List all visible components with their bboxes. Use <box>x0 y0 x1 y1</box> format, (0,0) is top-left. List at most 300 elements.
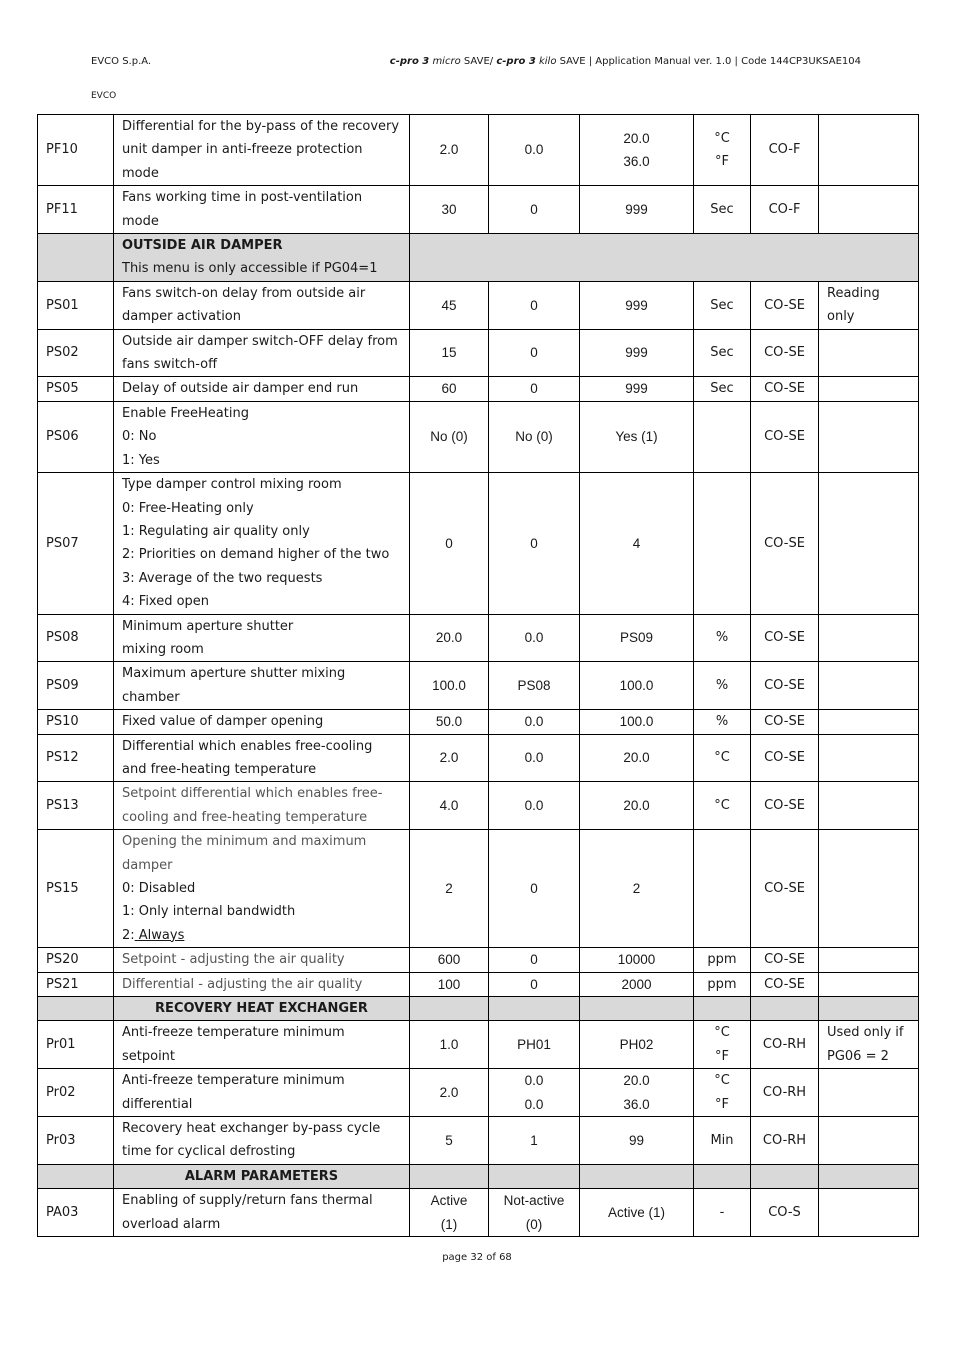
access-level-line: CO-SE <box>764 630 805 646</box>
access-level <box>751 710 819 734</box>
parameter-row <box>38 662 919 710</box>
parameter-code-line: PS12 <box>46 750 79 766</box>
unit <box>694 377 751 401</box>
min-value-line: 0.0 <box>524 750 544 766</box>
section-title-line: This menu is only accessible if PG04=1 <box>122 261 378 277</box>
access-level <box>751 1021 819 1069</box>
min-value-line: 0 <box>530 297 538 313</box>
default-value <box>410 377 489 401</box>
default-value <box>410 1069 489 1117</box>
parameter-code <box>38 186 114 234</box>
default-value-line: (1) <box>440 1216 458 1232</box>
min-value-line: 0 <box>530 881 538 896</box>
max-value-line: Active (1) <box>607 1204 665 1220</box>
section-fill <box>410 234 919 282</box>
unit-line: °F <box>715 1096 729 1112</box>
product-b-suffix: SAVE | Application Manual ver. 1.0 | Code 144CP3UKSAE104 <box>556 56 861 67</box>
unit-line: Sec <box>710 345 734 361</box>
parameter-description-line: mode <box>122 213 159 229</box>
section-header-row <box>38 234 919 282</box>
parameter-description-line: overload alarm <box>122 1216 221 1232</box>
parameter-description <box>114 710 410 734</box>
max-value-line: 20.0 <box>623 130 650 146</box>
parameter-description-line: damper <box>122 857 173 873</box>
max-value-line: 20.0 <box>623 798 650 814</box>
notes <box>819 401 919 472</box>
access-level-line: CO-S <box>768 1204 801 1220</box>
unit <box>694 1021 751 1069</box>
parameter-description <box>114 1189 410 1237</box>
product-b-name: c-pro 3 <box>496 56 536 67</box>
parameter-description-line: Setpoint differential which enables free- <box>122 786 383 802</box>
default-value <box>410 972 489 996</box>
default-value <box>410 401 489 472</box>
parameter-description <box>114 401 410 472</box>
section-fill <box>751 1164 819 1188</box>
parameter-description <box>114 281 410 329</box>
product-a-suffix: SAVE/ <box>460 56 497 67</box>
max-value <box>580 1069 694 1117</box>
default-value-line: 100 <box>437 976 461 992</box>
parameter-description-line: fans switch-off <box>122 357 218 373</box>
unit-line: °C <box>714 750 730 766</box>
access-level <box>751 473 819 614</box>
min-value <box>489 830 580 948</box>
max-value <box>580 782 694 830</box>
parameter-description-line: Type damper control mixing room <box>122 477 342 493</box>
parameter-description <box>114 948 410 972</box>
default-value <box>410 329 489 377</box>
parameter-description <box>114 473 410 614</box>
unit <box>694 1117 751 1165</box>
min-value-line: 0.0 <box>524 714 544 730</box>
access-level <box>751 329 819 377</box>
notes <box>819 614 919 662</box>
notes-line: Used only if <box>827 1025 904 1041</box>
parameter-code-line: PS10 <box>46 714 79 730</box>
default-value-line: 2.0 <box>439 1084 459 1100</box>
unit <box>694 614 751 662</box>
parameter-description <box>114 614 410 662</box>
parameter-description <box>114 972 410 996</box>
notes <box>819 473 919 614</box>
section-fill <box>751 997 819 1021</box>
section-fill <box>410 1164 489 1188</box>
default-value-line: 2 <box>445 881 453 896</box>
parameter-description-line: 0: Free-Heating only <box>122 500 254 516</box>
min-value <box>489 1069 580 1117</box>
parameter-description-line: cooling and free-heating temperature <box>122 809 368 825</box>
parameter-description-line: damper activation <box>122 309 241 325</box>
max-value <box>580 115 694 186</box>
parameter-code-line: PS06 <box>46 429 79 445</box>
parameter-row <box>38 830 919 948</box>
default-value-line: Active <box>430 1193 468 1209</box>
unit-line: % <box>715 630 729 646</box>
header-company: EVCO S.p.A. <box>91 56 152 67</box>
parameter-row <box>38 1021 919 1069</box>
parameter-code-line: PS09 <box>46 678 79 694</box>
parameter-description-line: setpoint <box>122 1048 176 1064</box>
parameter-description-line: Maximum aperture shutter mixing <box>122 666 346 682</box>
unit-line: Sec <box>710 201 734 217</box>
section-fill <box>489 1164 580 1188</box>
access-level <box>751 281 819 329</box>
access-level <box>751 401 819 472</box>
parameter-description-line: 4: Fixed open <box>122 594 210 610</box>
default-value <box>410 948 489 972</box>
min-value <box>489 1117 580 1165</box>
max-value-line: 100.0 <box>619 714 654 730</box>
default-value-line: 2.0 <box>439 142 459 158</box>
access-level <box>751 115 819 186</box>
notes <box>819 710 919 734</box>
access-level-line: CO-RH <box>762 1037 807 1053</box>
section-fill <box>580 1164 694 1188</box>
access-level <box>751 377 819 401</box>
unit-line: °C <box>714 130 730 146</box>
parameter-code <box>38 115 114 186</box>
section-fill <box>819 1164 919 1188</box>
min-value-line: (0) <box>525 1216 543 1232</box>
notes <box>819 1117 919 1165</box>
parameter-description-line: differential <box>122 1096 193 1112</box>
parameter-description-line: 1: Only internal bandwidth <box>122 904 296 920</box>
max-value <box>580 972 694 996</box>
max-value-line: PH02 <box>619 1037 654 1053</box>
section-fill <box>410 997 489 1021</box>
default-value-line: 600 <box>437 952 461 968</box>
parameter-description-line: Differential which enables free-cooling <box>122 738 373 754</box>
unit-line: % <box>715 714 729 730</box>
code-cell <box>38 1164 114 1188</box>
parameter-description-line: chamber <box>122 689 180 705</box>
min-value <box>489 734 580 782</box>
max-value-line: Yes (1) <box>615 429 658 445</box>
max-value-line: 36.0 <box>623 154 650 170</box>
parameter-row <box>38 401 919 472</box>
parameter-description-line: Differential for the by-pass of the recovery <box>122 119 400 134</box>
min-value <box>489 972 580 996</box>
max-value <box>580 948 694 972</box>
max-value-line: 999 <box>625 297 648 313</box>
min-value-line: No (0) <box>515 429 553 445</box>
access-level <box>751 972 819 996</box>
parameter-description-line: Recovery heat exchanger by-pass cycle <box>122 1121 381 1137</box>
min-value-line: 0.0 <box>524 798 544 814</box>
max-value-line: 10000 <box>617 952 656 968</box>
parameter-row <box>38 948 919 972</box>
min-value-line: PH01 <box>517 1037 551 1053</box>
min-value <box>489 782 580 830</box>
parameter-code-line: PS01 <box>46 297 79 313</box>
parameter-code-line: PS15 <box>46 881 79 896</box>
min-value <box>489 401 580 472</box>
parameter-row <box>38 972 919 996</box>
section-title-line: RECOVERY HEAT EXCHANGER <box>155 1001 368 1017</box>
max-value-line: 20.0 <box>623 750 650 766</box>
min-value-line: 0 <box>530 345 538 361</box>
max-value <box>580 473 694 614</box>
product-b-variant: kilo <box>535 56 557 67</box>
section-fill <box>580 997 694 1021</box>
parameter-description-line: Differential - adjusting the air quality <box>122 976 363 992</box>
parameter-code <box>38 281 114 329</box>
min-value-line: 0.0 <box>524 1073 544 1089</box>
parameter-description-line: Minimum aperture shutter <box>122 618 294 634</box>
notes <box>819 281 919 329</box>
unit <box>694 782 751 830</box>
unit <box>694 1189 751 1237</box>
access-level-line: CO-SE <box>764 881 805 896</box>
section-title <box>114 1164 410 1188</box>
access-level-line: CO-SE <box>764 297 805 313</box>
min-value <box>489 662 580 710</box>
unit-line: Sec <box>710 297 734 313</box>
min-value-line: 0 <box>530 381 538 397</box>
max-value <box>580 186 694 234</box>
max-value-line: 36.0 <box>623 1096 650 1112</box>
default-value <box>410 662 489 710</box>
access-level-line: CO-SE <box>764 429 805 445</box>
min-value <box>489 115 580 186</box>
notes <box>819 782 919 830</box>
parameter-description <box>114 662 410 710</box>
parameter-description <box>114 782 410 830</box>
min-value-line: 0 <box>530 952 538 968</box>
parameter-description-line: 2: Priorities on demand higher of the two <box>122 547 390 563</box>
section-fill <box>819 997 919 1021</box>
default-value <box>410 1021 489 1069</box>
default-value <box>410 1117 489 1165</box>
code-cell <box>38 997 114 1021</box>
parameter-description <box>114 377 410 401</box>
parameter-description-line: Enable FreeHeating <box>122 405 249 421</box>
parameter-description-line: Fans working time in post-ventilation <box>122 190 363 206</box>
parameter-row <box>38 782 919 830</box>
parameter-code-line: PS08 <box>46 630 79 646</box>
parameter-description-line: time for cyclical defrosting <box>122 1144 296 1160</box>
parameter-row <box>38 329 919 377</box>
min-value-line: 0 <box>530 976 538 992</box>
parameter-description-line: and free-heating temperature <box>122 761 317 777</box>
default-value <box>410 473 489 614</box>
page-number: page 32 of 68 <box>442 1252 512 1263</box>
section-fill <box>489 997 580 1021</box>
max-value-line: PS09 <box>619 630 654 646</box>
access-level-line: CO-SE <box>764 678 805 694</box>
default-value-line: 30 <box>441 201 457 217</box>
max-value <box>580 662 694 710</box>
unit <box>694 329 751 377</box>
parameter-code <box>38 972 114 996</box>
parameter-description <box>114 186 410 234</box>
section-title-line: ALARM PARAMETERS <box>184 1168 339 1184</box>
notes <box>819 662 919 710</box>
parameter-code-line: PS21 <box>46 976 79 992</box>
unit-line: °C <box>714 1025 730 1041</box>
parameter-code-line: Pr03 <box>46 1132 76 1148</box>
unit-line: ppm <box>707 976 737 992</box>
min-value <box>489 948 580 972</box>
parameter-code-line: PF10 <box>46 142 78 158</box>
parameter-description-line: mode <box>122 165 159 181</box>
min-value <box>489 473 580 614</box>
parameter-description-underlined-text: Always <box>134 927 185 943</box>
default-value-line: 1.0 <box>439 1037 459 1053</box>
default-value <box>410 710 489 734</box>
parameter-code-line: PA03 <box>46 1204 79 1220</box>
section-title <box>114 997 410 1021</box>
parameter-row <box>38 614 919 662</box>
notes <box>819 186 919 234</box>
access-level <box>751 614 819 662</box>
unit-line: ppm <box>707 952 737 968</box>
parameter-code <box>38 830 114 948</box>
unit <box>694 115 751 186</box>
max-value <box>580 614 694 662</box>
notes-line: PG06 = 2 <box>827 1048 889 1064</box>
default-value <box>410 281 489 329</box>
access-level-line: CO-SE <box>764 714 805 730</box>
default-value-line: 20.0 <box>435 630 463 646</box>
code-cell <box>38 234 114 282</box>
min-value-line: 1 <box>530 1132 538 1148</box>
access-level <box>751 1189 819 1237</box>
parameter-description-line: Outside air damper switch-OFF delay from <box>122 333 398 349</box>
max-value-line: 2 <box>632 881 641 896</box>
parameter-code <box>38 710 114 734</box>
parameter-description-line: 1: Regulating air quality only <box>122 523 310 539</box>
parameter-description-line: 1: Yes <box>122 452 160 468</box>
default-value-line: 0 <box>445 535 453 551</box>
parameter-code <box>38 329 114 377</box>
notes <box>819 1021 919 1069</box>
access-level <box>751 830 819 948</box>
parameter-code-line: Pr02 <box>46 1084 76 1100</box>
parameter-row <box>38 1069 919 1117</box>
notes <box>819 1069 919 1117</box>
default-value-line: 5 <box>445 1132 453 1148</box>
notes-line: only <box>827 309 855 325</box>
max-value <box>580 710 694 734</box>
default-value <box>410 614 489 662</box>
access-level-line: CO-SE <box>764 345 805 361</box>
unit-line: - <box>719 1204 725 1220</box>
parameter-code-line: PS13 <box>46 798 79 814</box>
access-level <box>751 734 819 782</box>
unit-line: °F <box>715 154 729 170</box>
unit <box>694 948 751 972</box>
max-value <box>580 830 694 948</box>
min-value-line: 0.0 <box>524 1096 544 1112</box>
parameter-code <box>38 948 114 972</box>
product-a-variant: micro <box>429 56 461 67</box>
parameter-description <box>114 115 410 186</box>
unit <box>694 1069 751 1117</box>
access-level-line: CO-SE <box>764 381 805 397</box>
parameter-description-line: 0: Disabled <box>122 881 196 896</box>
access-level <box>751 1069 819 1117</box>
parameter-code <box>38 782 114 830</box>
parameter-row <box>38 710 919 734</box>
min-value-line: Not-active <box>503 1193 565 1209</box>
unit <box>694 401 751 472</box>
parameter-row <box>38 734 919 782</box>
default-value <box>410 734 489 782</box>
unit <box>694 281 751 329</box>
default-value <box>410 115 489 186</box>
access-level-line: CO-F <box>768 201 801 217</box>
parameter-code <box>38 614 114 662</box>
max-value <box>580 1021 694 1069</box>
max-value-line: 100.0 <box>619 678 654 694</box>
header-brand: EVCO <box>91 91 117 101</box>
default-value-line: 50.0 <box>435 714 463 730</box>
parameter-row <box>38 1117 919 1165</box>
unit <box>694 186 751 234</box>
section-title-line: OUTSIDE AIR DAMPER <box>122 238 283 254</box>
unit-line: Min <box>710 1132 734 1148</box>
parameter-description-line: Fans switch-on delay from outside air <box>122 285 366 301</box>
parameter-code <box>38 1021 114 1069</box>
min-value-line: 0 <box>530 201 538 217</box>
parameter-code-line: PS05 <box>46 381 79 397</box>
parameter-code <box>38 1117 114 1165</box>
parameter-description-line: mixing room <box>122 641 204 657</box>
max-value <box>580 1117 694 1165</box>
section-fill <box>694 997 751 1021</box>
parameter-description <box>114 734 410 782</box>
unit-line: °C <box>714 798 730 814</box>
access-level-line: CO-SE <box>764 535 805 551</box>
product-a-name: c-pro 3 <box>389 56 430 67</box>
parameter-code <box>38 734 114 782</box>
max-value-line: 999 <box>625 345 648 361</box>
section-header-row <box>38 997 919 1021</box>
parameter-description-line: Delay of outside air damper end run <box>122 381 359 397</box>
min-value <box>489 281 580 329</box>
default-value-line: 45 <box>441 297 457 313</box>
access-level-line: CO-SE <box>764 750 805 766</box>
max-value-line: 99 <box>628 1132 645 1148</box>
unit-line: °F <box>715 1048 729 1064</box>
section-title <box>114 234 410 282</box>
default-value <box>410 1189 489 1237</box>
unit <box>694 710 751 734</box>
parameter-description-line: 2: Always <box>122 927 185 943</box>
default-value-line: 15 <box>441 345 457 361</box>
min-value <box>489 614 580 662</box>
parameter-code <box>38 377 114 401</box>
parameter-description <box>114 1021 410 1069</box>
notes <box>819 115 919 186</box>
default-value <box>410 782 489 830</box>
min-value-line: PS08 <box>517 678 551 694</box>
notes <box>819 948 919 972</box>
min-value <box>489 1189 580 1237</box>
parameter-code-line: Pr01 <box>46 1037 76 1053</box>
parameter-code <box>38 401 114 472</box>
section-fill <box>694 1164 751 1188</box>
parameter-row <box>38 281 919 329</box>
min-value-line: 0 <box>530 535 538 551</box>
notes <box>819 972 919 996</box>
min-value-line: 0.0 <box>524 630 544 646</box>
unit <box>694 830 751 948</box>
header-document-title <box>390 56 861 67</box>
min-value <box>489 1021 580 1069</box>
